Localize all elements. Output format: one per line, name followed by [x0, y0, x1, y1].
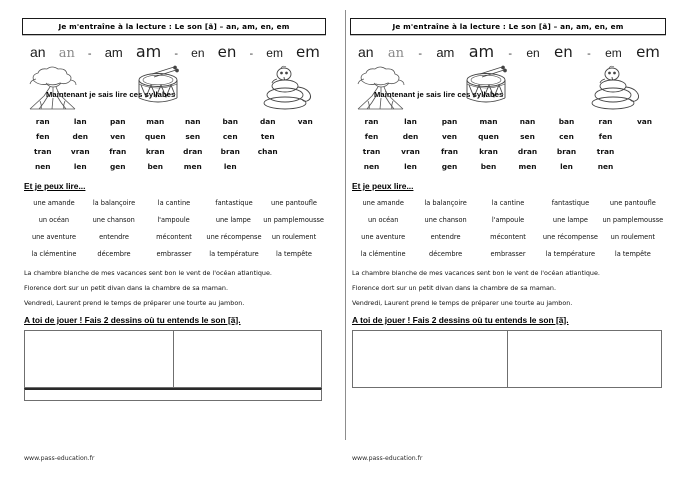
- vocab-word: un pamplemousse: [263, 215, 324, 224]
- syllable-cell: ran: [35, 117, 50, 126]
- syllable-cell: van: [636, 117, 653, 126]
- vocab-row: [22, 228, 326, 245]
- sentence: Florence dort sur un petit divan dans la chambre de sa maman.: [352, 284, 557, 292]
- syllable-cell: den: [72, 132, 89, 141]
- grapheme-em-1: em: [605, 46, 622, 60]
- sentence: La chambre blanche de mes vacances sent bon le vent de l'océan atlantique.: [24, 269, 272, 277]
- vocab-word: mécontent: [490, 232, 526, 241]
- syllable-cell: kran: [479, 147, 498, 156]
- page-title: Je m'entraîne à la lecture : Le son [ã] – an, am, en, em: [58, 22, 290, 31]
- syllable-cell: ran: [364, 117, 379, 126]
- syllable-cell: fran: [109, 147, 127, 156]
- vocab-word: mécontent: [156, 232, 192, 241]
- grapheme-dash-3: -: [249, 48, 254, 60]
- syllable-cell: bran: [220, 147, 240, 156]
- page-divider: [345, 10, 346, 440]
- syllable-grid-left: [22, 114, 326, 174]
- syllable-cell: fran: [440, 147, 459, 156]
- grapheme-en-1: en: [191, 46, 205, 60]
- syllable-row: [24, 159, 324, 174]
- syllable-cell: ran: [598, 117, 613, 126]
- vocab-word: un océan: [368, 215, 399, 224]
- vocab-row: [350, 194, 666, 211]
- vocab-word: une récompense: [206, 232, 262, 241]
- syllable-cell: gen: [109, 162, 126, 171]
- drawing-caption-strip[interactable]: [24, 388, 322, 401]
- task-heading: A toi de jouer ! Fais 2 dessins où tu entends le son [ã].: [24, 315, 241, 325]
- drawing-area-right: [350, 330, 666, 388]
- grapheme-an-2: an: [58, 46, 75, 61]
- footer-url: www.pass-education.fr: [352, 455, 423, 462]
- vocab-word: un pamplemousse: [602, 215, 664, 224]
- syllable-cell: sen: [520, 132, 535, 141]
- vocab-row: [350, 211, 666, 228]
- vocab-row: [350, 245, 666, 262]
- syllable-cell: ban: [222, 117, 239, 126]
- syllable-cell: nan: [184, 117, 201, 126]
- syllable-cell: ben: [147, 162, 164, 171]
- grapheme-row: [22, 42, 326, 61]
- syllable-cell: nan: [519, 117, 536, 126]
- grapheme-am-2: am: [135, 42, 162, 61]
- syllable-cell: vran: [401, 147, 420, 156]
- sentence-list-left: [22, 266, 326, 311]
- drawing-boxes: [24, 330, 322, 388]
- drawing-box[interactable]: [173, 331, 322, 387]
- syllable-cell: gen: [441, 162, 458, 171]
- footer-url: www.pass-education.fr: [24, 455, 95, 462]
- syllable-cell: dan: [259, 117, 276, 126]
- syllable-cell: ven: [441, 132, 458, 141]
- drawing-box[interactable]: [507, 331, 662, 387]
- snake-icon: [588, 65, 644, 117]
- grapheme-en-2: en: [554, 43, 573, 61]
- syllable-cell: ben: [480, 162, 497, 171]
- syllable-cell: fen: [364, 132, 379, 141]
- vocab-row: [22, 211, 326, 228]
- syllable-cell: len: [73, 162, 87, 171]
- syllable-cell: ban: [558, 117, 575, 126]
- sentence: La chambre blanche de mes vacances sent bon le vent de l'océan atlantique.: [352, 269, 600, 277]
- vocab-word: la tempête: [276, 249, 312, 258]
- grapheme-em-2: em: [296, 43, 320, 61]
- vocab-word: la balançoire: [92, 198, 136, 207]
- syllable-cell: kran: [145, 147, 165, 156]
- vocab-word: entendre: [430, 232, 461, 241]
- syllable-row: [24, 144, 324, 159]
- vocab-row: [22, 194, 326, 211]
- vocab-word: un roulement: [271, 232, 317, 241]
- vocab-word: la température: [545, 249, 596, 258]
- drawing-box[interactable]: [353, 331, 507, 387]
- syllable-cell: tran: [34, 147, 52, 156]
- vocab-word: une chanson: [424, 215, 467, 224]
- syllable-cell: dran: [183, 147, 203, 156]
- vocab-word: un océan: [38, 215, 70, 224]
- syllable-cell: tran: [596, 147, 615, 156]
- vocab-word: fantastique: [551, 198, 590, 207]
- vocab-word: embrasser: [156, 249, 192, 258]
- sentence: Vendredi, Laurent prend le temps de préparer une tourte au jambon.: [352, 299, 573, 307]
- grapheme-dash-2: -: [174, 48, 179, 60]
- syllable-cell: fen: [36, 132, 50, 141]
- vocab-row: [22, 245, 326, 262]
- vocab-word: une aventure: [361, 232, 406, 241]
- vocab-word: la clémentine: [31, 249, 77, 258]
- vocab-word: l'ampoule: [157, 215, 190, 224]
- syllable-cell: quen: [144, 132, 166, 141]
- vocabulary-list-right: [350, 194, 666, 262]
- task-heading: A toi de jouer ! Fais 2 dessins où tu entends le son [ã].: [352, 315, 569, 325]
- syllable-row: [352, 159, 664, 174]
- grapheme-am-1: am: [436, 45, 455, 60]
- vocab-word: la cantine: [157, 198, 191, 207]
- vocabulary-list-left: [22, 194, 326, 262]
- syllable-grid-right: [350, 114, 666, 174]
- grapheme-en-2: en: [217, 43, 237, 61]
- syllable-cell: men: [183, 162, 202, 171]
- grapheme-dash-1: -: [418, 48, 422, 60]
- syllable-cell: man: [479, 117, 498, 126]
- syllable-cell: men: [518, 162, 537, 171]
- syllable-cell: lan: [404, 117, 417, 126]
- syllable-cell: sen: [185, 132, 201, 141]
- sentence-list-right: [350, 266, 666, 311]
- grapheme-row: [350, 42, 666, 61]
- vocab-word: un roulement: [610, 232, 656, 241]
- syllable-cell: van: [297, 117, 313, 126]
- vocab-row: [350, 228, 666, 245]
- vocab-word: décembre: [97, 249, 131, 258]
- vocab-word: la clémentine: [360, 249, 406, 258]
- syllable-cell: pan: [109, 117, 126, 126]
- vocab-word: la cantine: [491, 198, 525, 207]
- syllable-cell: ven: [110, 132, 126, 141]
- grapheme-dash-3: -: [587, 48, 591, 60]
- vocab-word: embrasser: [490, 249, 526, 258]
- grapheme-am-1: am: [104, 45, 123, 60]
- vocab-word: la température: [209, 249, 259, 258]
- illustration-band: [350, 65, 666, 113]
- syllable-row: [352, 144, 664, 159]
- syllable-cell: man: [146, 117, 165, 126]
- vocab-word: la tempête: [614, 249, 651, 258]
- vocab-word: une amande: [33, 198, 75, 207]
- sentence: Florence dort sur un petit divan dans la chambre de sa maman.: [24, 284, 229, 292]
- illustration-band: [22, 65, 326, 113]
- syllable-cell: tran: [362, 147, 381, 156]
- worksheet-panel-right: [340, 0, 680, 480]
- grapheme-em-1: em: [266, 46, 283, 60]
- grapheme-an-2: an: [387, 46, 405, 61]
- worksheet-title-box: [22, 18, 326, 35]
- vocab-word: une pantoufle: [271, 198, 317, 207]
- band-caption: Maintenant je sais lire ces syllabes: [46, 90, 176, 99]
- snake-icon: [260, 65, 316, 117]
- syllable-cell: len: [560, 162, 573, 171]
- band-caption: Maintenant je sais lire ces syllabes: [374, 90, 504, 99]
- syllable-cell: cen: [559, 132, 574, 141]
- vocab-word: une amande: [362, 198, 404, 207]
- vocab-word: une chanson: [92, 215, 135, 224]
- syllable-cell: bran: [556, 147, 577, 156]
- syllable-cell: cen: [222, 132, 238, 141]
- grapheme-am-2: am: [468, 42, 495, 61]
- syllable-cell: dran: [517, 147, 538, 156]
- syllable-cell: chan: [257, 147, 278, 156]
- syllable-cell: quen: [478, 132, 499, 141]
- syllable-cell: nen: [363, 162, 380, 171]
- vocab-word: une lampe: [552, 215, 588, 224]
- syllable-cell: nen: [34, 162, 51, 171]
- grapheme-an-1: an: [358, 44, 374, 60]
- grapheme-en-1: en: [526, 46, 540, 60]
- vocab-word: une récompense: [542, 232, 598, 241]
- vocab-word: la balançoire: [424, 198, 467, 207]
- syllable-cell: den: [402, 132, 419, 141]
- grapheme-an-1: an: [30, 44, 46, 60]
- vocab-word: fantastique: [215, 198, 253, 207]
- page-title: Je m'entraîne à la lecture : Le son [ã] – an, am, en, em: [392, 22, 624, 31]
- vocab-word: une lampe: [215, 215, 251, 224]
- syllable-cell: nen: [597, 162, 614, 171]
- syllable-cell: lan: [73, 117, 87, 126]
- syllable-cell: len: [223, 162, 237, 171]
- drawing-box[interactable]: [25, 331, 173, 387]
- syllable-cell: ten: [260, 132, 275, 141]
- vocab-word: décembre: [429, 249, 463, 258]
- syllable-row: [24, 129, 324, 144]
- drawing-boxes: [352, 330, 662, 388]
- syllable-cell: len: [404, 162, 417, 171]
- vocab-word: l'ampoule: [491, 215, 525, 224]
- worksheet-title-box: [350, 18, 666, 35]
- syllable-row: [352, 129, 664, 144]
- syllable-cell: fen: [598, 132, 613, 141]
- syllable-cell: vran: [70, 147, 90, 156]
- grapheme-em-2: em: [636, 43, 660, 61]
- vocab-word: une pantoufle: [609, 198, 656, 207]
- vocab-heading: Et je peux lire...: [352, 181, 414, 191]
- vocab-heading: Et je peux lire...: [24, 181, 86, 191]
- syllable-cell: pan: [441, 117, 458, 126]
- sentence: Vendredi, Laurent prend le temps de préparer une tourte au jambon.: [24, 299, 245, 307]
- vocab-word: entendre: [99, 232, 129, 241]
- grapheme-dash-1: -: [87, 48, 92, 60]
- drawing-area-left: [22, 330, 326, 401]
- vocab-word: une aventure: [31, 232, 77, 241]
- grapheme-dash-2: -: [508, 48, 513, 60]
